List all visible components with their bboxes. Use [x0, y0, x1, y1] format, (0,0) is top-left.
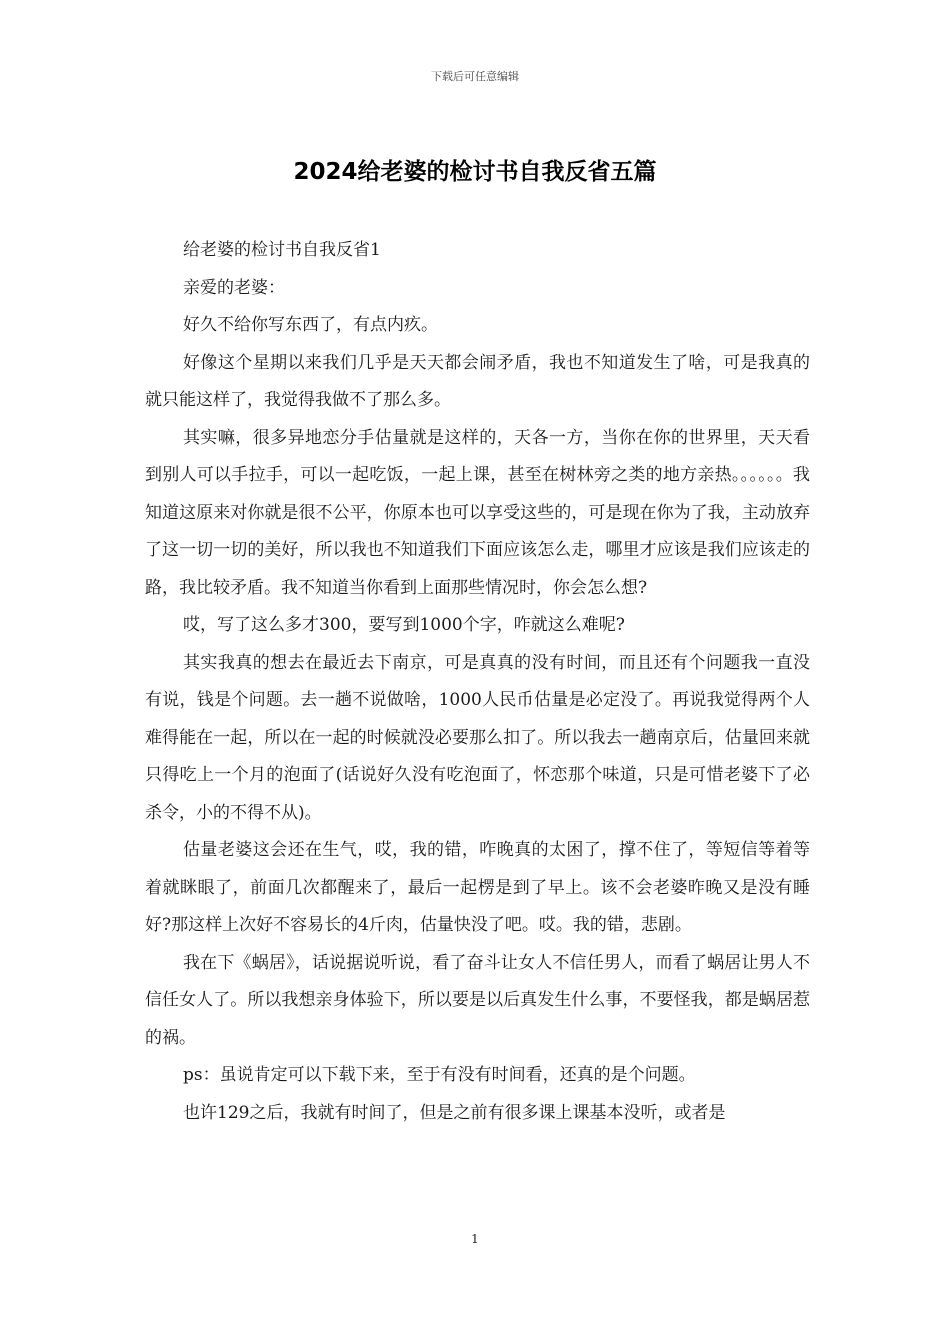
paragraph: 我在下《蜗居》，话说据说听说，看了奋斗让女人不信任男人，而看了蜗居让男人不信任女人了。所以我想亲身体验下，所以要是以后真发生什么事，不要怪我，都是蜗居惹的祸。	[145, 952, 810, 1048]
paragraph: 估量老婆这会还在生气，哎，我的错，咋晚真的太困了，撑不住了，等短信等着等着就眯眼了，前面几次都醒来了，最后一起楞是到了早上。该不会老婆昨晚又是没有睡好?那这样上次好不容易长的4斤肉，估量快没了吧。哎。我的错，悲剧。	[145, 840, 810, 935]
document-body	[145, 232, 810, 1132]
paragraph: 亲爱的老婆：	[183, 277, 285, 298]
paragraph: 其实我真的想去在最近去下南京，可是真真的没有时间，而且还有个问题我一直没有说，钱是个问题。去一趟不说做啥，1000人民币估量是必定没了。再说我觉得两个人难得能在一起，所以在一起的时候就没必要那么扣了。所以我去一趟南京后，估量回来就只得吃上一个月的泡面了(话说好久没有吃泡面了，怀恋那个味道，只是可惜老婆下了必杀令，小的不得不从)。	[145, 652, 810, 823]
document-title: 2024给老婆的检讨书自我反省五篇	[293, 159, 657, 185]
paragraph: 其实嘛，很多异地恋分手估量就是这样的，天各一方，当你在你的世界里，天天看到别人可以手拉手，可以一起吃饭，一起上课，甚至在树林旁之类的地方亲热。。。。。。我知道这原来对你就是很不公平，你原本也可以享受这些的，可是现在你为了我，主动放弃了这一切一切的美好，所以我也不知道我们下面应该怎么走，哪里才应该是我们应该走的路，我比较矛盾。我不知道当你看到上面那些情况时，你会怎么想?	[145, 427, 810, 598]
page-number: 1	[471, 1232, 479, 1246]
paragraph: 好像这个星期以来我们几乎是天天都会闹矛盾，我也不知道发生了啥，可是我真的就只能这样了，我觉得我做不了那么多。	[145, 352, 810, 410]
paragraph: ps：虽说肯定可以下载下来，至于有没有时间看，还真的是个问题。	[183, 1065, 696, 1085]
header-note: 下载后可任意编辑	[431, 70, 519, 83]
paragraph: 给老婆的检讨书自我反省1	[183, 240, 381, 260]
paragraph: 也许129之后，我就有时间了，但是之前有很多课上课基本没听，或者是	[183, 1102, 726, 1123]
paragraph: 好久不给你写东西了，有点内疚。	[183, 315, 438, 335]
paragraph: 哎，写了这么多才300，要写到1000个字，咋就这么难呢?	[183, 615, 625, 635]
